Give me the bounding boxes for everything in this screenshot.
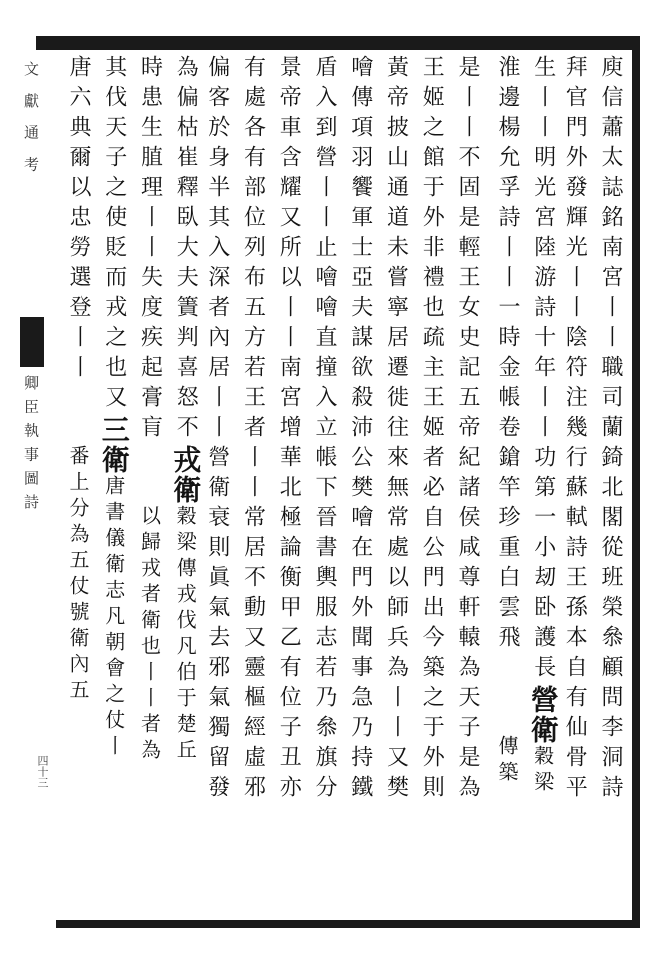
text-column bbox=[449, 55, 485, 920]
column-text: 盾入到營丨丨止噲噲直撞入立帳下晉書輿服志若乃叅旗分 bbox=[312, 55, 337, 805]
text-column bbox=[592, 55, 628, 920]
column-text: 淮邊楊允孚詩丨丨一時金帳卷鎗竿珍重白雲飛 bbox=[495, 55, 520, 655]
top-border bbox=[36, 36, 640, 50]
column-text: 生丨丨明光宮陸游詩十年丨丨功第一小刼卧護長 bbox=[530, 55, 556, 685]
gutter-title: 文 獻 通 考 bbox=[22, 61, 40, 178]
text-column bbox=[485, 55, 521, 920]
page-gutter bbox=[14, 55, 44, 920]
gutter-section-label: 卿 臣 執 事 圖 詩 bbox=[22, 375, 40, 511]
annotation-text: 穀梁傳戎伐凡伯于楚丘 bbox=[173, 505, 198, 765]
annotation-text: 番上分為五仗號衛內五 bbox=[66, 445, 90, 705]
column-text: 為偏枯崔釋臥大夫簀判喜怒不 bbox=[173, 55, 199, 445]
column-text: 庾信蕭太誌銘南宮丨丨職司蘭錡北閣從班榮叅顧問李洞詩 bbox=[598, 55, 623, 805]
section-heading: 營衛 bbox=[526, 685, 560, 745]
section-heading: 戎衛 bbox=[169, 445, 203, 505]
text-column bbox=[378, 55, 414, 920]
leaf-number: 四十三 bbox=[36, 755, 49, 788]
column-text: 噲傳項羽饗軍士亞夫謀欲殺沛公樊噲在門外聞事急乃持鐵 bbox=[347, 55, 373, 805]
right-border bbox=[632, 36, 640, 928]
bottom-border bbox=[56, 920, 640, 928]
column-text: 黃帝披山通道未嘗寧居遷徙往來無常處以師兵為丨丨又樊 bbox=[383, 55, 409, 805]
annotation-text: 唐書儀衛志凡朝會之仗丨 bbox=[101, 475, 126, 761]
text-column bbox=[235, 55, 271, 920]
fishtail-marker bbox=[20, 317, 44, 367]
section-heading: 三衛 bbox=[97, 415, 131, 475]
text-column bbox=[271, 55, 307, 920]
column-text: 王姬之館于外非禮也疏主王姬者必自公門出今築之于外則 bbox=[419, 55, 445, 805]
annotation-text: 穀梁 bbox=[530, 745, 555, 797]
column-text: 有處各有部位列布五方若王者丨丨常居不動又靈樞經虛邪 bbox=[240, 55, 266, 805]
text-column bbox=[306, 55, 342, 920]
column-text: 偏客於身半其入深者內居丨丨營衛衰則眞氣去邪氣獨留發 bbox=[204, 55, 230, 805]
column-text: 唐六典爾以忠勞選登丨丨 bbox=[66, 55, 91, 385]
column-text: 是丨丨不固是輕王女史記五帝紀諸侯咸尊軒轅為天子是為 bbox=[455, 55, 480, 805]
text-column bbox=[56, 55, 92, 920]
annotation-text: 傳築 bbox=[495, 735, 519, 787]
column-text: 時患生䐈理丨丨失度疾起膏肓 bbox=[137, 55, 163, 445]
column-text: 其伐天子之使貶而戎之也又 bbox=[101, 55, 127, 415]
column-text: 拜官門外發輝光丨丨陰符注幾行蘇軾詩王孫本自有仙骨平 bbox=[562, 55, 588, 805]
text-column bbox=[342, 55, 378, 920]
text-column bbox=[414, 55, 450, 920]
column-text: 景帝車含耀又所以丨丨南宮增華北極論衡甲乙有位子丑亦 bbox=[276, 55, 302, 805]
annotation-text: 以歸戎者衛也丨丨者為 bbox=[137, 505, 162, 765]
